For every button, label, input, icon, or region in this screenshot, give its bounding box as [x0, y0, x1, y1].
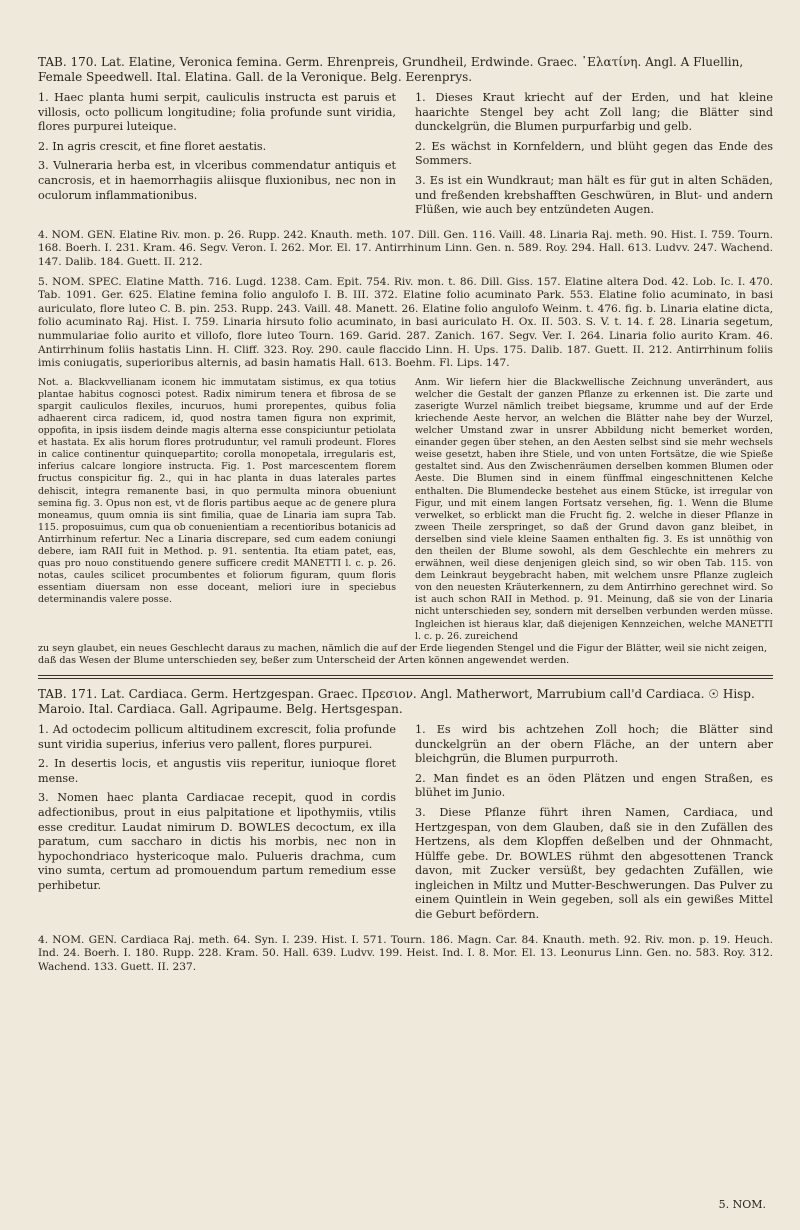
latin-note: Not. a. Blackvvellianam iconem hic immutatam sistimus, ex qua totius plantae habitus cognosci potest. Radix nimirum tenera et fibrosa de se spargit cauliculos flexiles, incuruos, humi prorepentes, quibus folia adhaerent circa radicem, id, quod nostra tamen figura non exprimit, oppofita, in ipsis iisdem deinde magis alterna esse conspiciuntur petiolata et hastata. Ex alis horum flores protruduntur, vel ramuli prodeunt. Flores in calice continentur quinquepartito; corolla monopetala, irregularis est, inferius calcare longiore instructa. Fig. 1. Post marcescentem florem fructus conspicitur fig. 2., qui in hac planta in duas laterales partes dehiscit, integra remanente basi, in quo permulta minora obueniunt semina fig. 3. Opus non est, vt de floris partibus aeque ac de genere plura moneamus, quum omnia iis sint fimilia, quae de Linaria iam supra Tab. 115. proposuimus, cum qua ob conuenientiam a recentioribus botanicis ad Antirrhinum refertur. Nec a Linaria discrepare, sed cum eadem coniungi debere, iam RAII fuit in Method. p. 91. sententia. Ita etiam patet, eas, quas pro nouo constituendo genere sufficere credit MANETTI l. c. p. 26. notas, caules scilicet procumbentes et foliorum figuram, quum floris essentiam diuersam non esse doceant, meliori iure in speciebus determinandis valere posse.	[38, 376, 396, 606]
german-paragraph: 3. Diese Pflanze führt ihren Namen, Cardiaca, und Hertzgespan, von dem Glauben, daß sie in den Zufällen des Hertzens, als dem Klopffen deßelben und der Ohnmacht, Hülffe gebe. Dr. BOWLES rühmt den abgesottenen Tranck davon, mit Zucker versüßt, bey gedachten Zufällen, wie ingleichen in Miltz und Mutter-Beschwerungen. Das Pulver zu einem Quintlein in Wein gegeben, soll als ein gewißes Mittel die Geburt befördern.	[415, 805, 773, 922]
tab170-notes	[38, 377, 773, 643]
tab170-german-column	[415, 91, 773, 223]
german-paragraph: 3. Es ist ein Wundkraut; man hält es für gut in alten Schäden, und freßenden krebshafften Geschwüren, in Blut- und andern Flüßen, wie auch bey entzündeten Augen.	[415, 173, 773, 217]
latin-paragraph: 2. In desertis locis, et angustis viis reperitur, iunioque floret mense.	[38, 757, 396, 785]
tab171-body	[38, 723, 773, 928]
tab171-latin-column	[38, 723, 396, 928]
german-note: Anm. Wir liefern hier die Blackwellische Zeichnung unverändert, aus welcher die Gestalt der ganzen Pflanze zu erkennen ist. Die zarte und zaserigte Wurzel nämlich treibet biegsame, krumme und auf der Erde kriechende Aeste hervor, an welchen die Blätter nahe bey der Wurzel, welcher Umstand zwar in unsrer Abbildung nicht bemerket worden, einander gegen über stehen, an den Aesten selbst sind sie mehr wechsels weise gesetzt, haben ihre Stiele, und von unten Fortsätze, die wie Spieße gestaltet sind. Aus den Zwischenräumen derselben kommen Blumen oder Aeste. Die Blumen sind in einem fünffmal eingeschnittenen Kelche enthalten. Die Blumendecke bestehet aus einem Stücke, ist irregular von Figur, und mit einem langen Fortsatz versehen, fig. 1. Wenn die Blume verwelket, so erblickt man die Frucht fig. 2. welche in dieser Pflanze in zween Theile zerspringet, so daß der Grund davon ganz bleibet, in derselben sind viele kleine Saamen enthalten fig. 3. Es ist unnöthig von den theilen der Blume sowohl, als dem Geschlechte ein mehrers zu erwähnen, weil diese denjenigen gleich sind, so wir oben Tab. 115. von dem Leinkraut beygebracht haben, mit welchem unsre Pflanze zugleich von den neuesten Kräuterkennern, zu dem Antirrhino gerechnet wird. So ist auch schon RAII in Method. p. 91. Meinung, daß sie von der Linaria nicht unterschieden sey, sondern mit derselben verbunden werden müsse. Ingleichen ist hieraus klar, daß diejenigen Kennzeichen, welche MANETTI l. c. p. 26. zureichend	[415, 376, 773, 642]
catchword: 5. NOM.	[718, 1198, 766, 1211]
latin-paragraph: 1. Haec planta humi serpit, cauliculis instructa est paruis et villosis, octo pollicum longitudine; folia profunde sunt viridia, flores purpurei luteique.	[38, 91, 396, 134]
german-paragraph: 2. Man findet es an öden Plätzen und engen Straßen, es blühet im Junio.	[415, 771, 773, 800]
section-divider	[38, 675, 773, 679]
tab170-header: TAB. 170. Lat. Elatine, Veronica femina. Germ. Ehrenpreis, Grundheil, Erdwinde. Graec. ᾿Ελατίνη. Angl. A Fluellin, Female Speedwell. Ital. Elatina. Gall. de la Veronique. Belg. Eerenprys.	[38, 55, 744, 84]
tab170-body	[38, 91, 773, 223]
herbal-page	[38, 55, 773, 980]
german-paragraph: 1. Dieses Kraut kriecht auf der Erden, und hat kleine haarichte Stengel bey acht Zoll lang; die Blätter sind dunckelgrün, die Blumen purpurfarbig und gelb.	[415, 91, 773, 134]
tab170-nom-gen: 4. NOM. GEN. Elatine Riv. mon. p. 26. Rupp. 242. Knauth. meth. 107. Dill. Gen. 116. Vaill. 48. Linaria Raj. meth. 90. Hist. I. 759. Tourn. 168. Boerh. I. 231. Kram. 46. Segv. Veron. I. 262. Mor. El. 17. Antirrhinum Linn. Gen. n. 589. Roy. 294. Hall. 613. Ludvv. 247. Wachend. 147. Dalib. 184. Guett. II. 212.	[38, 228, 773, 268]
german-paragraph: 1. Es wird bis achtzehen Zoll hoch; die Blätter sind dunckelgrün an der obern Fläche, an der untern aber bleichgrün, die Blumen purpurroth.	[415, 722, 773, 766]
german-note-end: zu seyn glaubet, ein neues Geschlecht daraus zu machen, nämlich die auf der Erde liegenden Stengel und die Figur der Blätter, weil sie nicht zeigen, daß das Wesen der Blume unterschieden sey, beßer zum Unterscheid der Arten können angewendet werden.	[38, 642, 768, 666]
tab171-header: TAB. 171. Lat. Cardiaca. Germ. Hertzgespan. Graec. Πρεσιον. Angl. Matherwort, Marrubium call'd Cardiaca. ☉ Hisp. Maroio. Ital. Cardiaca. Gall. Agripaume. Belg. Hertsgespan.	[38, 686, 755, 716]
latin-paragraph: 1. Ad octodecim pollicum altitudinem excrescit, folia profunde sunt viridia superius, inferius vero pallent, flores purpurei.	[38, 722, 396, 751]
tab170-nom-spec: 5. NOM. SPEC. Elatine Matth. 716. Lugd. 1238. Cam. Epit. 754. Riv. mon. t. 86. Dill. Giss. 157. Elatine altera Dod. 42. Lob. Ic. I. 470. Tab. 1091. Ger. 625. Elatine femina folio angulofo I. B. III. 372. Elatine folio acuminato Park. 553. Elatine folio acuminato, in basi auriculato, flore luteo C. B. pin. 253. Rupp. 243. Vaill. 48. Manett. 26. Elatine folio angulofo Weinm. t. 476. fig. b. Linaria elatine dicta, folio acuminato Raj. Hist. I. 759. Linaria hirsuto folio acuminato, in basi auriculato H. Ox. II. 503. S. V. t. 14. f. 28. Linaria segetum, nummulariae folio aurito et villofo, flore luteo Tourn. 169. Garid. 287. Zanich. 167. Segv. Ver. I. 264. Linaria folio aurito Kram. 46. Antirrhinum foliis hastatis Linn. H. Cliff. 323. Roy. 290. caule flaccido Linn. H. Ups. 175. Dalib. 187. Guett. II. 212. Antirrhinum foliis imis coniugatis, superioribus alternis, ad basin hamatis Hall. 613. Boehm. Fl. Lips. 147.	[38, 275, 773, 370]
tab171-german-column	[415, 723, 773, 928]
latin-paragraph: 2. In agris crescit, et fine floret aestatis.	[38, 139, 267, 153]
latin-paragraph: 3. Nomen haec planta Cardiacae recepit, quod in cordis adfectionibus, prout in eius palpitatione et lipothymiis, vtilis esse creditur. Laudat nimirum D. BOWLES decoctum, ex illa paratum, cum saccharo in dictis his morbis, nec non in hypochondriaco hystericoque malo. Pulueris drachma, cum vino sumta, certum ad promouendum partum remedium esse perhibetur.	[38, 791, 396, 892]
german-paragraph: 2. Es wächst in Kornfeldern, und blüht gegen das Ende des Sommers.	[415, 139, 773, 168]
tab170-latin-column	[38, 91, 396, 223]
latin-paragraph: 3. Vulneraria herba est, in vlceribus commendatur antiquis et cancrosis, et in haemorrhagiis aliisque fluxionibus, nec non in oculorum inflammationibus.	[38, 159, 396, 202]
tab171-nom-gen: 4. NOM. GEN. Cardiaca Raj. meth. 64. Syn. I. 239. Hist. I. 571. Tourn. 186. Magn. Car. 84. Knauth. meth. 92. Riv. mon. p. 19. Heuch. Ind. 24. Boerh. I. 180. Rupp. 228. Kram. 50. Hall. 639. Ludvv. 199. Heist. Ind. I. 8. Mor. El. 13. Leonurus Linn. Gen. no. 583. Roy. 312. Wachend. 133. Guett. II. 237.	[38, 933, 773, 973]
